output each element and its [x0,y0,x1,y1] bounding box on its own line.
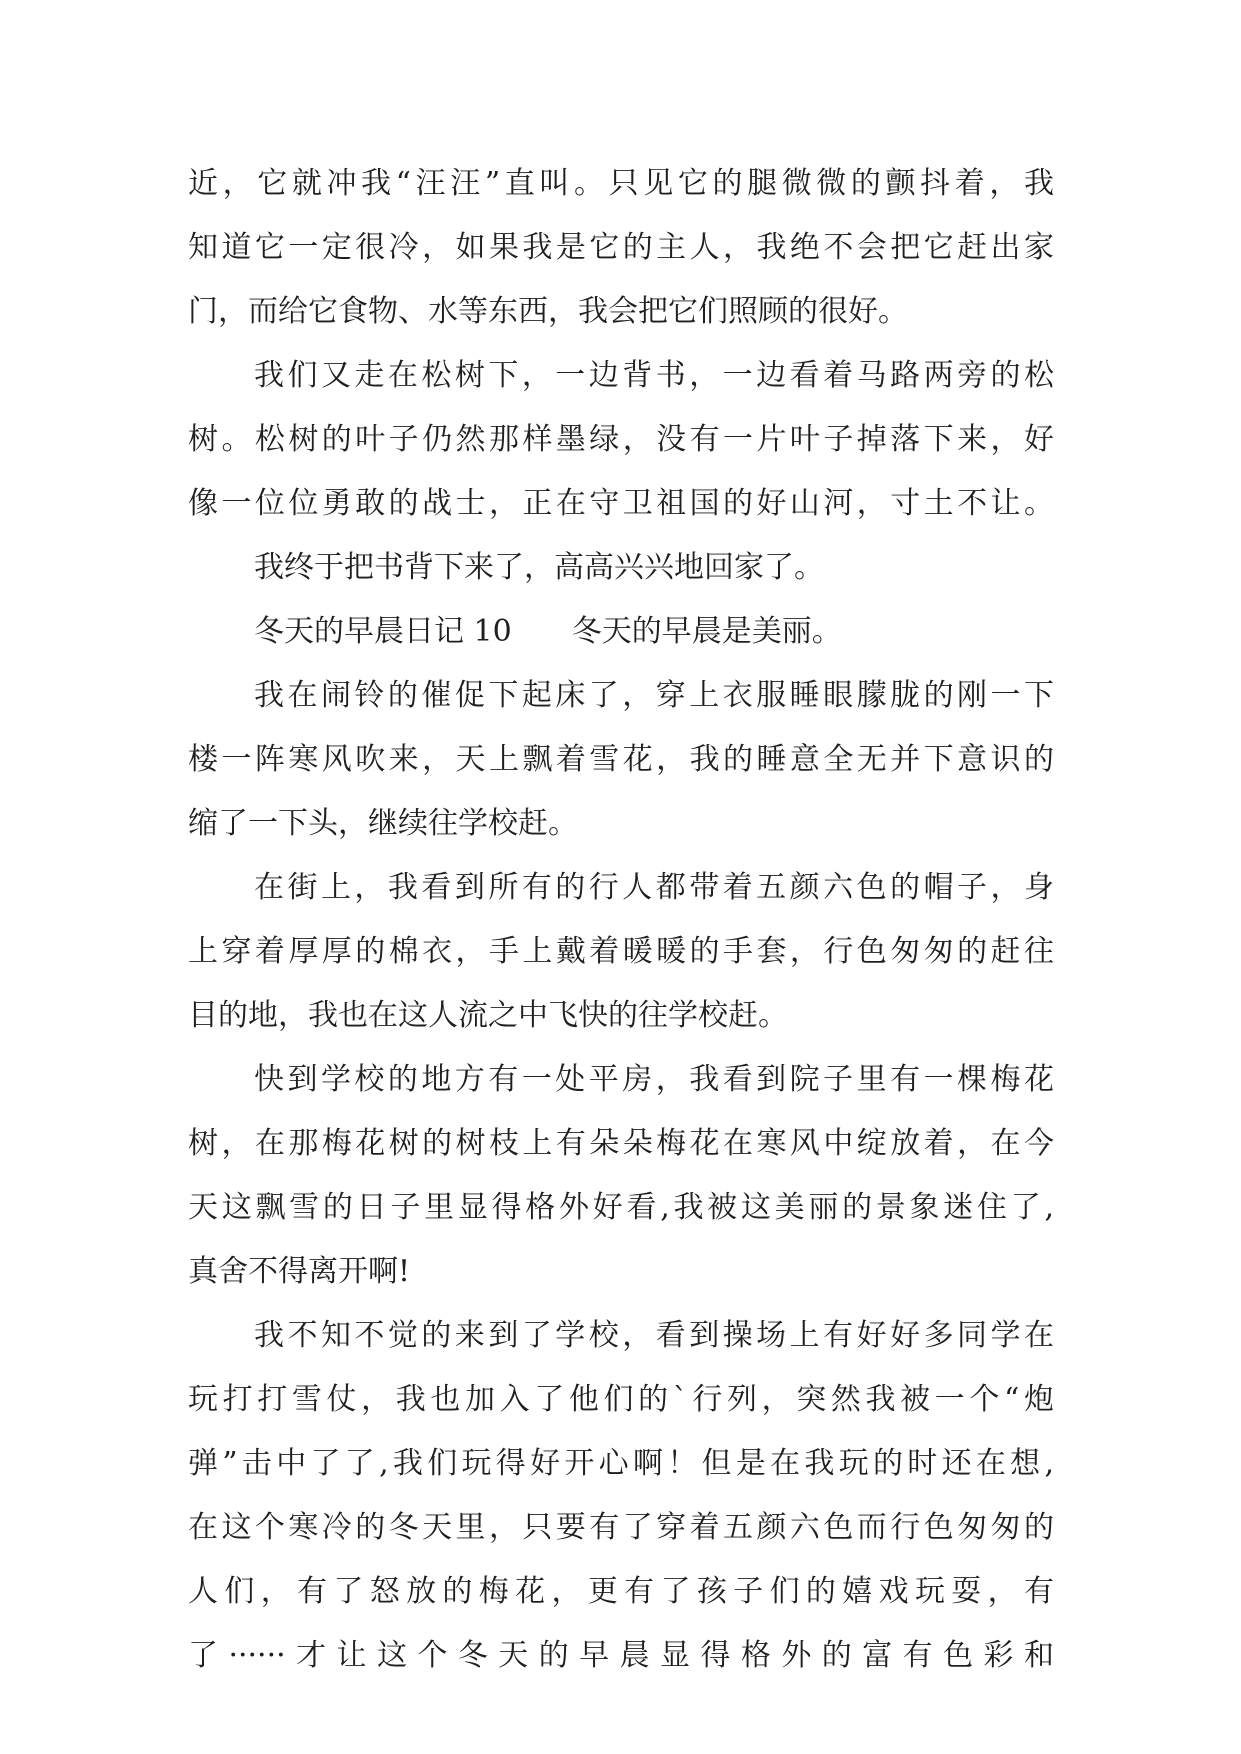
text-line: 楼一阵寒风吹来，天上飘着雪花，我的睡意全无并下意识的 [188,742,1054,777]
text-line: 我不知不觉的来到了学校，看到操场上有好好多同学在 [254,1318,1054,1353]
text-line: 近，它就冲我“汪汪”直叫。只见它的腿微微的颤抖着，我 [188,166,1054,201]
text-line: 弹”击中了了,我们玩得好开心啊！但是在我玩的时还在想, [188,1446,1054,1481]
text-line: 知道它一定很冷，如果我是它的主人，我绝不会把它赶出家 [188,230,1054,265]
text-line: 天这飘雪的日子里显得格外好看,我被这美丽的景象迷住了, [188,1190,1054,1225]
text-line: 在街上，我看到所有的行人都带着五颜六色的帽子，身 [254,870,1054,905]
text-line: 人们，有了怒放的梅花，更有了孩子们的嬉戏玩耍，有 [188,1574,1054,1609]
text-line: 缩了一下头，继续往学校赶。 [188,806,578,841]
text-line: 玩打打雪仗，我也加入了他们的`行列，突然我被一个“炮 [188,1382,1054,1417]
text-line: 我在闹铃的催促下起床了，穿上衣服睡眼朦胧的刚一下 [254,678,1054,713]
text-line: 了······才让这个冬天的早晨显得格外的富有色彩和 [188,1638,1054,1673]
text-line: 目的地，我也在这人流之中飞快的往学校赶。 [188,998,788,1033]
text-line: 在这个寒冷的冬天里，只要有了穿着五颜六色而行色匆匆的 [188,1510,1054,1545]
text-line: 我们又走在松树下，一边背书，一边看着马路两旁的松 [254,358,1054,393]
text-line: 门，而给它食物、水等东西，我会把它们照顾的很好。 [188,294,908,329]
text-line: 我终于把书背下来了，高高兴兴地回家了。 [254,550,824,585]
text-line: 像一位位勇敢的战士，正在守卫祖国的好山河，寸土不让。 [188,486,1054,521]
text-line: 上穿着厚厚的棉衣，手上戴着暖暖的手套，行色匆匆的赶往 [188,934,1054,969]
text-line: 快到学校的地方有一处平房，我看到院子里有一棵梅花 [254,1062,1054,1097]
text-line: 树，在那梅花树的树枝上有朵朵梅花在寒风中绽放着，在今 [188,1126,1054,1161]
text-line: 冬天的早晨日记 10 冬天的早晨是美丽。 [254,614,842,649]
text-line: 树。松树的叶子仍然那样墨绿，没有一片叶子掉落下来，好 [188,422,1054,457]
text-line: 真舍不得离开啊! [188,1254,411,1289]
